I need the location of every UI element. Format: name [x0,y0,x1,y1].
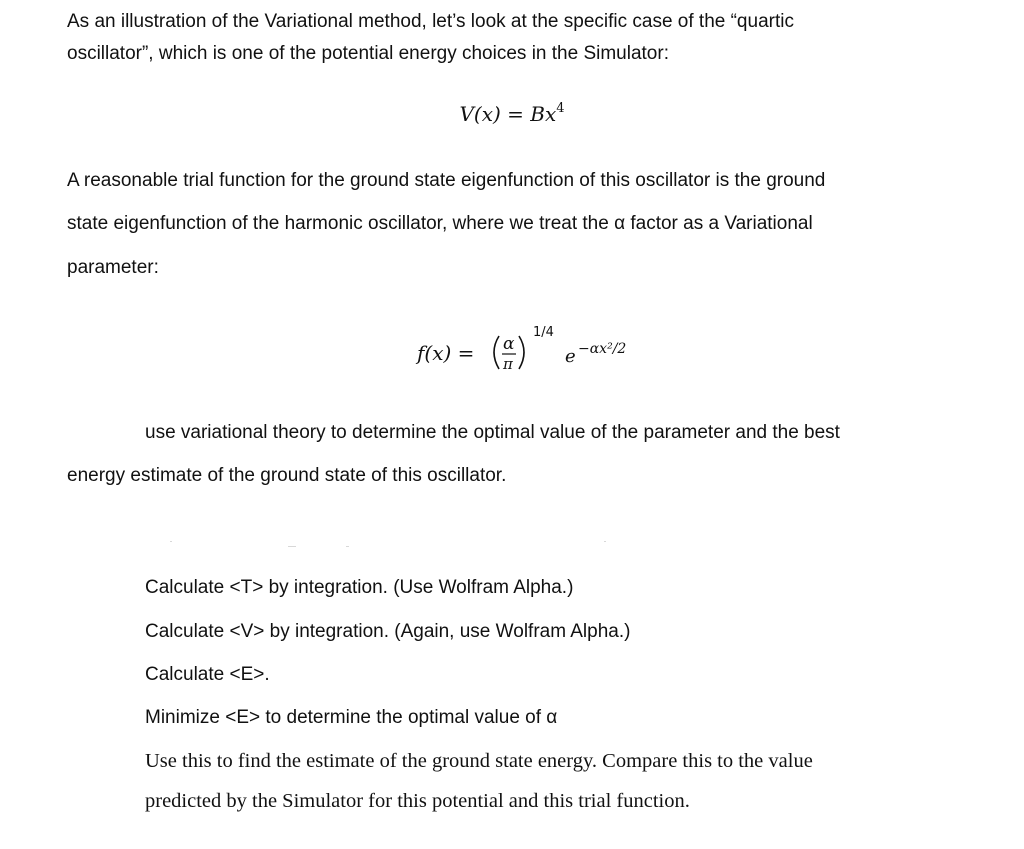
step-item: Minimize <E> to determine the optimal value of α [145,707,558,728]
task-line-2: energy estimate of the ground state of this oscillator. [67,465,507,486]
trial-line-2: state eigenfunction of the harmonic oscillator, where we treat the α factor as a Variational [67,213,813,234]
scan-artifact [604,541,606,542]
left-paren [494,336,499,369]
final-line-2: predicted by the Simulator for this potential and this trial function. [145,790,690,812]
step-item: Calculate <T> by integration. (Use Wolfram Alpha.) [145,577,574,598]
scan-artifact [288,546,296,547]
step-item: Calculate <V> by integration. (Again, use Wolfram Alpha.) [145,621,631,642]
intro-line-1: As an illustration of the Variational method, let’s look at the specific case of the “quartic [67,11,794,32]
fraction-power: 1/4 [533,325,554,340]
final-line-1: Use this to find the estimate of the ground state energy. Compare this to the value [145,750,813,772]
right-paren [519,336,524,369]
trial-line-3: parameter: [67,257,159,278]
trial-function-lhs: f(x) = [417,341,475,365]
trial-line-1: A reasonable trial function for the ground state eigenfunction of this oscillator is the ground [67,170,826,191]
trial-function-equation [415,322,675,384]
scan-artifact [346,546,349,547]
task-line-1: use variational theory to determine the optimal value of the parameter and the best [145,422,840,443]
intro-line-2: oscillator”, which is one of the potential energy choices in the Simulator: [67,43,669,64]
exp-base: e [565,346,576,367]
fraction-numerator: α [503,334,515,354]
potential-exponent: 4 [556,101,565,116]
potential-equation [0,101,1024,126]
exp-power: −αx²/2 [578,341,627,357]
fraction-denominator: π [503,355,513,373]
scan-artifact [170,541,172,542]
step-item: Calculate <E>. [145,664,270,685]
trial-function-formula [415,322,675,384]
potential-lhs: V(x) = Bx [459,102,557,126]
